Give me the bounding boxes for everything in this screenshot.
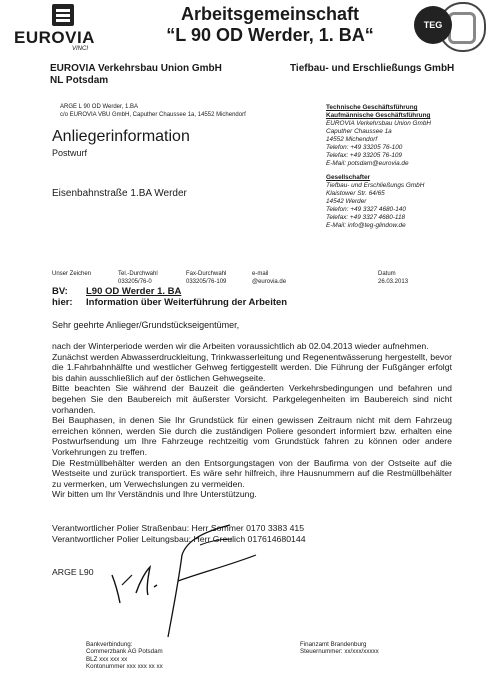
- page-title: Arbeitsgemeinschaft: [180, 4, 360, 24]
- sender-line2: c/o EUROVIA VBU GmbH, Caputher Chaussee 1a, 14552 Michendorf: [60, 112, 246, 118]
- tax-line: Steuernummer: xx/xxx/xxxxx: [300, 648, 379, 656]
- tech-line: Telefon: +49 33205 76-100: [326, 144, 403, 151]
- signature-arge: ARGE L90: [52, 567, 94, 577]
- subject-block: [52, 286, 287, 308]
- greeting: Sehr geehrte Anlieger/Grundstückseigentümer,: [52, 320, 240, 330]
- handwritten-signature: [60, 515, 320, 645]
- tech-line: EUROVIA Verkehrsbau Union GmbH: [326, 120, 432, 127]
- meta-label: Datum: [378, 271, 396, 277]
- letter-body: [52, 341, 452, 500]
- meta-fax: [186, 271, 226, 286]
- meta-tel: [118, 271, 158, 286]
- tech-line: E-Mail: potsdam@eurovia.de: [326, 160, 409, 167]
- sender-line: [60, 103, 246, 119]
- tax-line: Finanzamt Brandenburg: [300, 641, 367, 648]
- body-paragraph: Die Restmüllbehälter werden an den Entsorgungstagen von der Baufirma von der Ostseite auf die Westseite und zurück transportiert. Es wäre sehr hilfreich, ihre Hausnummern auf die Restmüllbehälter zu vermerken, um Verwechslungen zu vermeiden.: [52, 457, 452, 489]
- kfm-head: Kaufmännische Geschäftsführung: [326, 112, 431, 119]
- meta-label: e-mail: [252, 271, 269, 277]
- body-paragraph: Bitte beachten Sie während der Bauzeit die geänderten Verkehrsbedingungen und befahren und begehen Sie den Baubereich mit äußerster Vorsicht. Parkgelegenheiten im Baubereich sind nicht vorhanden.: [52, 383, 452, 415]
- company-left-branch: NL Potsdam: [50, 75, 109, 86]
- body-paragraph: Zunächst werden Abwasserdruckleitung, Trinkwasserleitung und Regenentwässerung hergestellt, bevor die 1.Fahrbahnhälfte und westlicher Gehweg fertiggestellt werden. Die Führung der Fußgänger erfolgt bis dahin ausschließlich auf der östlichen Gehwegseite.: [52, 351, 452, 383]
- teg-logo-text: TEG: [414, 6, 452, 44]
- hier-value: Information über Weiterführung der Arbeiten: [86, 297, 288, 308]
- bv-label: BV:: [52, 286, 68, 297]
- ges-line: E-Mail: info@teg-glindow.de: [326, 222, 406, 229]
- bv-value: L90 OD Werder 1. BA: [86, 286, 182, 297]
- bank-line: BLZ xxx xxx xx: [86, 655, 128, 663]
- meta-value: @eurovia.de: [252, 278, 287, 285]
- eurovia-logo: [14, 4, 122, 56]
- ges-line: Telefon: +49 3327 4680-140: [326, 206, 406, 213]
- body-paragraph: Wir bitten um Ihr Verständnis und Ihre Unterstützung.: [52, 489, 257, 500]
- bank-line: Kontonummer xxx xxx xx xx: [86, 663, 163, 671]
- hier-label: hier:: [52, 297, 73, 308]
- meta-datum: [378, 271, 408, 286]
- eurovia-mark-icon: [52, 4, 74, 26]
- subject-bv: [52, 286, 287, 297]
- logo-text: EUROVIA: [14, 28, 95, 47]
- bank-line: Bankverbindung:: [86, 641, 133, 648]
- bank-details: [86, 641, 163, 671]
- ges-head: Gesellschafter: [326, 174, 371, 181]
- tech-line: 14552 Michendorf: [326, 136, 378, 143]
- company-left-name: EUROVIA Verkehrsbau Union GmbH: [50, 63, 222, 74]
- meta-label: Unser Zeichen: [52, 271, 92, 277]
- meta-label: Fax-Durchwahl: [186, 271, 227, 277]
- meta-value: 033205/76-0: [118, 278, 152, 285]
- subject-hier: [52, 297, 287, 308]
- meta-value: 033205/76-109: [186, 278, 227, 285]
- ges-line: 14542 Werder: [326, 198, 367, 205]
- tech-line: Caputher Chaussee 1a: [326, 128, 392, 135]
- company-right: Tiefbau- und Erschließungs GmbH: [290, 63, 455, 74]
- bank-line: Commerzbank AG Potsdam: [86, 648, 163, 656]
- body-paragraph: Bei Bauphasen, in denen Sie Ihr Grundstück für einen gewissen Zeitraum nicht mit dem Fahrzeug erreichen können, werden Sie durch die zuständigen Poliere gesondert informiert bzw. erhalten eine Postwurfsendung um Ihre Fahrzeuge rechtzeitig vom Grundstück fahren zu können oder andere Vorkehrungen zu treffen.: [52, 415, 452, 457]
- recipient-address: Eisenbahnstraße 1.BA Werder: [52, 188, 187, 199]
- company-left: [50, 63, 222, 87]
- ges-line: Klaistower Str. 64/65: [326, 190, 385, 197]
- contact-column: [326, 104, 431, 230]
- body-paragraph: nach der Winterperiode werden wir die Arbeiten voraussichtlich ab 02.04.2013 wieder aufnehmen.: [52, 341, 429, 351]
- sender-line1: ARGE L 90 OD Werder, 1.BA: [60, 104, 139, 110]
- page-title-project: “L 90 OD Werder, 1. BA“: [166, 25, 374, 45]
- meta-value: 26.03.2013: [378, 278, 409, 285]
- polier-leitungsbau: Verantwortlicher Polier Leitungsbau: Herr Greulich 017614680144: [52, 534, 306, 544]
- logo-sub: VINCI: [72, 46, 89, 52]
- tech-head: Technische Geschäftsführung: [326, 104, 418, 111]
- document-title: Anliegerinformation: [52, 128, 190, 145]
- meta-label: Tel.-Durchwahl: [118, 271, 158, 277]
- polier-strassenbau: Verantwortlicher Polier Straßenbau: Herr Sommer 0170 3383 415: [52, 523, 305, 533]
- ges-line: Telefax: +49 3327 4680-118: [326, 214, 406, 221]
- meta-unser-zeichen: [52, 271, 91, 279]
- tech-line: Telefax: +49 33205 76-109: [326, 152, 402, 159]
- document-subtitle: Postwurf: [52, 148, 88, 158]
- ges-line: Tiefbau- und Erschließungs GmbH: [326, 182, 425, 189]
- meta-email: [252, 271, 286, 286]
- teg-logo: [414, 2, 484, 48]
- tax-office: [300, 641, 379, 656]
